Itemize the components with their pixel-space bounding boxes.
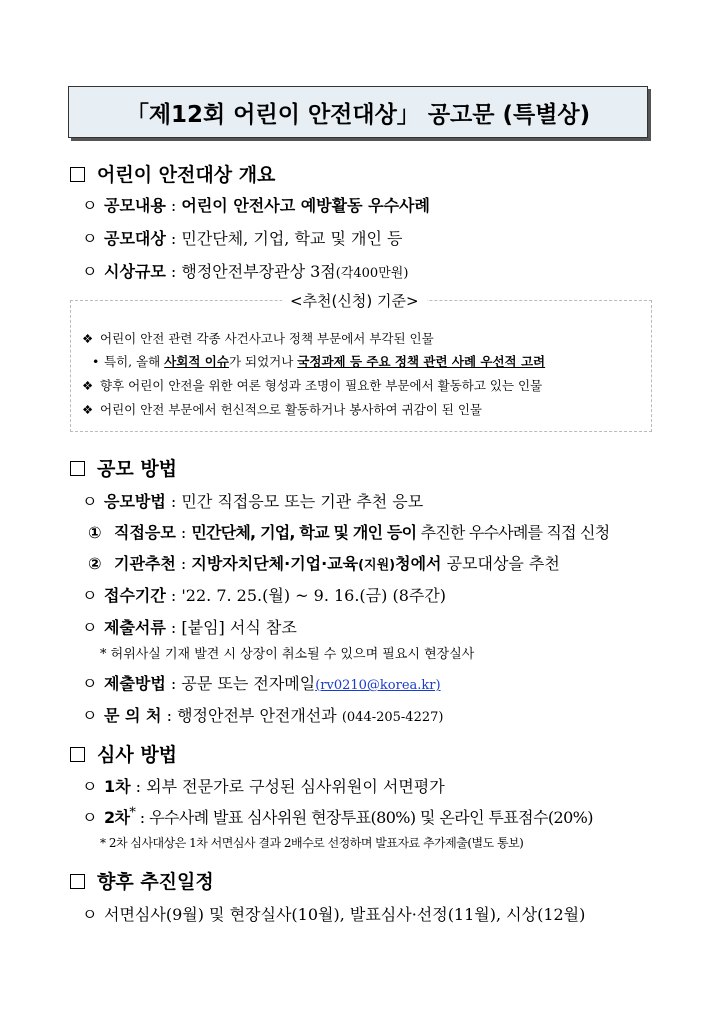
row-schedule [82,902,585,925]
criteria-item: ❖ 향후 어린이 안전을 위한 여론 형성과 조명이 필요한 부문에서 활동하고 있는 인물 [82,378,543,393]
row-label: 시상규모 [104,262,166,281]
checkbox-square-icon [70,461,85,476]
row-label: 2차 [104,808,130,827]
row-value: 우수사례 발표 심사위원 현장투표(80%) 및 온라인 투표점수(20%) [149,808,593,827]
checkbox-square-icon [70,874,85,889]
row-label: 공모내용 [104,196,166,215]
row-value: 외부 전문가로 구성된 심사위원이 서면평가 [146,777,445,796]
diamond-bullet-icon: ❖ [82,331,94,346]
row-value: 민간 직접응모 또는 기관 추천 응모 [181,492,424,511]
circle-bullet-icon: ㅇ [82,262,98,281]
circle-bullet-icon: ㅇ [82,618,98,637]
row-contact: ㅇ 문 의 처 : 행정안전부 안전개선과 (044-205-4227) [82,703,443,726]
row-contest-content: ㅇ 공모내용 : 어린이 안전사고 예방활동 우수사례 [82,193,430,216]
checkbox-square-icon [70,167,85,182]
row-label: 제출서류 [104,618,166,637]
circle-bullet-icon: ㅇ [82,492,98,511]
diamond-bullet-icon: ❖ [82,402,94,417]
phone-number: (044-205-4227) [341,710,444,725]
row-submit-method: ㅇ 제출방법 : 공문 또는 전자메일(rv0210@korea.kr) [82,671,441,694]
row-direct-apply: ① 직접응모 : 민간단체, 기업, 학교 및 개인 등이 추진한 우수사례를 직접 신청 [88,523,610,542]
award-amount: (각400만원) [335,266,409,281]
section-heading-schedule: 향후 추진일정 [70,867,214,894]
row-value: 행정안전부장관상 3점 [181,262,336,281]
row-label: 응모방법 [104,492,166,511]
circle-bullet-icon: ㅇ [82,905,98,924]
circle-bullet-icon: ㅇ [82,674,98,693]
row-value: 공문 또는 전자메일 [181,674,316,693]
row-contest-target: ㅇ 공모대상 : 민간단체, 기업, 학교 및 개인 등 [82,226,402,249]
row-apply-method: ㅇ 응모방법 : 민간 직접응모 또는 기관 추천 응모 [82,489,423,512]
circle-bullet-icon: ㅇ [82,586,98,605]
section-heading-review: 심사 방법 [70,740,177,767]
row-value: '22. 7. 25.(월) ~ 9. 16.(금) (8주간) [181,586,447,605]
row-label: 문 의 처 [104,706,162,725]
section-heading-method: 공모 방법 [70,454,177,481]
email-link[interactable]: (rv0210@korea.kr) [315,678,441,693]
row-value: 행정안전부 안전개선과 [177,706,337,725]
checkbox-square-icon [70,747,85,762]
circle-bullet-icon: ㅇ [82,706,98,725]
circle-bullet-icon: ㅇ [82,808,97,827]
row-value: 서면심사(9월) 및 현장실사(10월), 발표심사·선정(11월), 시상(12월) [104,905,586,924]
section-heading-overview: 어린이 안전대상 개요 [70,160,275,187]
row-receipt-period: ㅇ 접수기간 : '22. 7. 25.(월) ~ 9. 16.(금) (8주간) [82,583,446,606]
criteria-title: <추천(신청) 기준> [282,290,427,311]
row-value: [붙임] 서식 참조 [181,618,297,637]
review-note: * 2차 심사대상은 1차 서면심사 결과 2배수로 선정하며 발표자료 추가제출(별도 통보) [100,836,524,850]
documents-note: * 허위사실 기재 발견 시 상장이 취소될 수 있으며 필요시 현장실사 [100,647,475,662]
circle-bullet-icon: ㅇ [82,196,98,215]
dot-bullet-icon: • [92,354,100,369]
row-first-review: ㅇ 1차 : 외부 전문가로 구성된 심사위원이 서면평가 [82,774,445,797]
row-label: 제출방법 [104,674,166,693]
number-one-icon: ① [88,523,102,542]
number-two-icon: ② [88,554,102,573]
criteria-item: ❖ 어린이 안전 부문에서 헌신적으로 활동하거나 봉사하여 귀감이 된 인물 [82,402,482,417]
criteria-item: ❖ 어린이 안전 관련 각종 사건사고나 정책 부문에서 부각된 인물 [82,331,434,346]
page-title: 「제12회 어린이 안전대상」 공고문 (특별상) [68,86,648,138]
row-agency-recommend: ② 기관추천 : 지방자치단체·기업·교육(지원)청에서 공모대상을 추천 [88,554,560,573]
row-value: 민간단체, 기업, 학교 및 개인 등 [181,229,403,248]
row-label: 접수기간 [104,586,166,605]
circle-bullet-icon: ㅇ [82,229,98,248]
row-label: 1차 [104,777,131,796]
row-documents: ㅇ 제출서류 : [붙임] 서식 참조 [82,615,297,638]
criteria-item: • 특히, 올해 사회적 이슈가 되었거나 국정과제 등 주요 정책 관련 사례 우선적 고려 [92,354,546,369]
circle-bullet-icon: ㅇ [82,777,98,796]
row-value: 어린이 안전사고 예방활동 우수사례 [181,196,430,215]
diamond-bullet-icon: ❖ [82,378,94,393]
row-award-scale: ㅇ 시상규모 : 행정안전부장관상 3점(각400만원) [82,259,408,282]
row-second-review: ㅇ 2차* : 우수사례 발표 심사위원 현장투표(80%) 및 온라인 투표점수(20%) [82,805,593,827]
row-label: 공모대상 [104,229,166,248]
